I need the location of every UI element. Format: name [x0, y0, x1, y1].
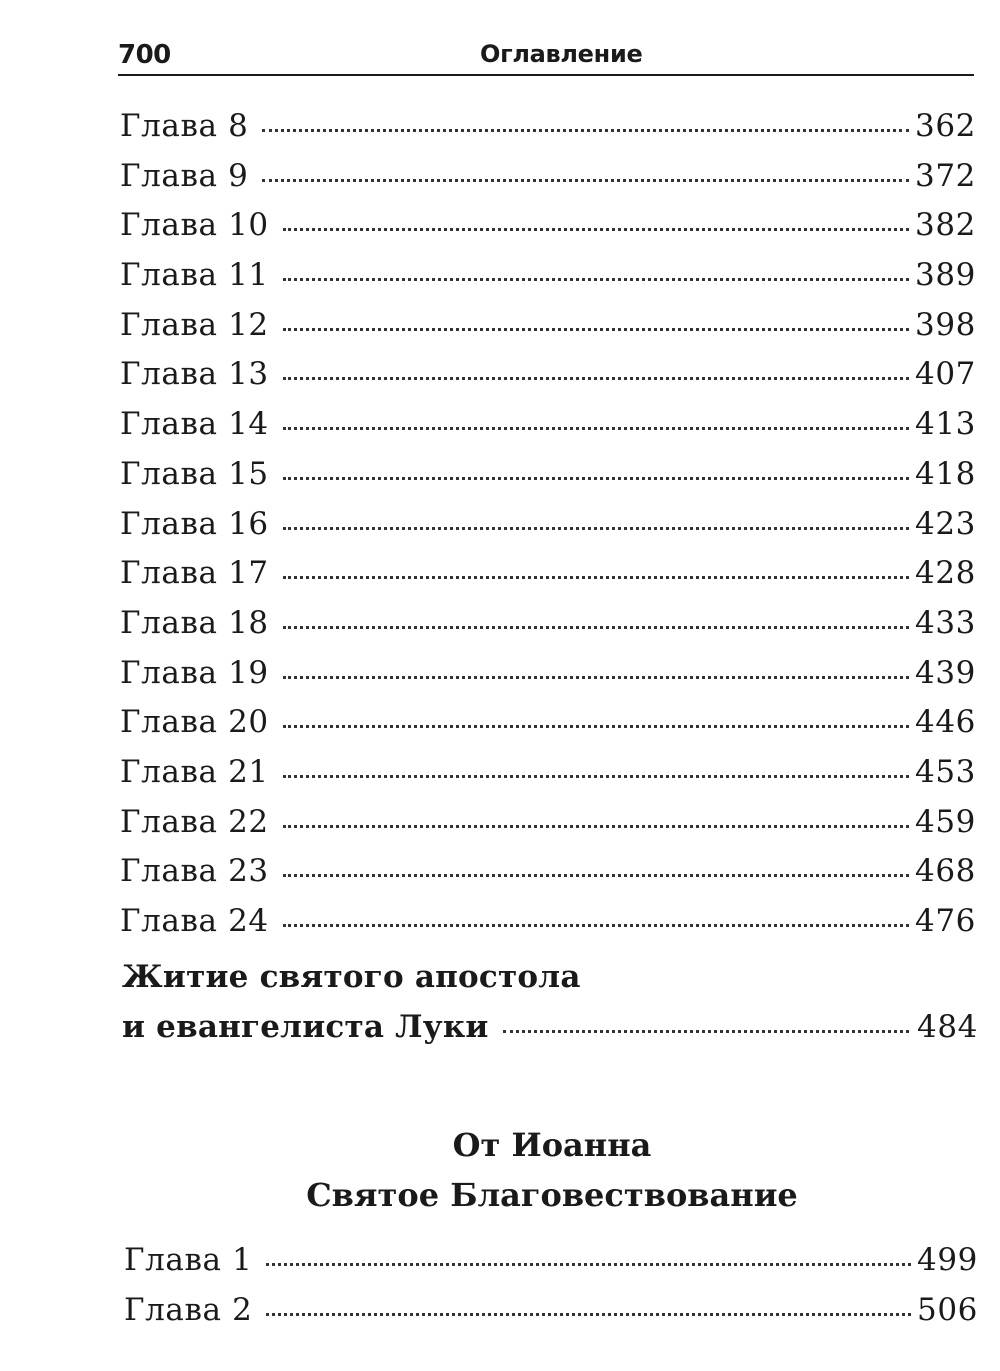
toc-entry-page: 407	[915, 356, 976, 393]
toc-leader-dots	[283, 278, 909, 281]
toc-entry-label: Глава 12	[120, 306, 269, 343]
gospel-heading-line2: Святое Благовествование	[306, 1176, 798, 1214]
toc-entry-label: Глава 1	[124, 1242, 253, 1278]
life-entry-line1: Житие святого апостола	[122, 959, 581, 995]
toc-entry	[120, 108, 976, 158]
toc-entry-label: Глава 16	[120, 505, 269, 542]
toc-leader-dots	[283, 725, 909, 728]
toc-leader-dots	[283, 874, 909, 877]
toc-entry-page: 428	[915, 555, 976, 592]
toc-entry	[120, 853, 976, 903]
toc-leader-dots	[283, 576, 909, 579]
toc-entry-page: 389	[915, 257, 976, 294]
section-title: Оглавление	[480, 40, 643, 68]
toc-leader-dots	[262, 179, 909, 182]
toc-entry-page: 418	[915, 455, 976, 492]
toc-entry-label: Глава 18	[120, 604, 269, 641]
toc-entry	[120, 605, 976, 655]
toc-leader-dots	[283, 775, 909, 778]
life-entry-row	[122, 1002, 978, 1052]
toc-entry-page: 382	[915, 207, 976, 244]
toc-entry-page: 423	[915, 505, 976, 542]
page-number: 700	[118, 40, 171, 70]
toc-entry	[120, 704, 976, 754]
toc-entry-page: 468	[915, 853, 976, 890]
toc-entry	[120, 555, 976, 605]
running-head	[118, 38, 974, 76]
toc-entry-page: 499	[917, 1242, 978, 1278]
toc-entry-page: 372	[915, 157, 976, 194]
toc-leader-dots	[262, 129, 909, 132]
gospel-heading-line1: От Иоанна	[452, 1126, 652, 1164]
toc-list-lower	[124, 1242, 978, 1341]
toc-list-upper	[120, 108, 976, 953]
toc-entry	[124, 1292, 978, 1342]
toc-entry-page: 413	[915, 406, 976, 443]
toc-entry	[120, 257, 976, 307]
toc-entry	[120, 754, 976, 804]
toc-entry-label: Глава 9	[120, 157, 249, 194]
toc-leader-dots	[283, 626, 909, 629]
toc-entry-label: Глава 23	[120, 853, 269, 890]
toc-leader-dots	[283, 377, 909, 380]
toc-entry	[120, 506, 976, 556]
toc-entry-page: 446	[915, 704, 976, 741]
toc-entry-page: 439	[915, 654, 976, 691]
toc-leader-dots	[283, 825, 909, 828]
toc-entry	[120, 903, 976, 953]
toc-entry	[120, 456, 976, 506]
toc-entry	[120, 207, 976, 257]
toc-entry-label: Глава 8	[120, 108, 249, 144]
toc-leader-dots	[283, 477, 909, 480]
toc-entry-page: 398	[915, 306, 976, 343]
toc-entry-label: Глава 11	[120, 257, 269, 294]
toc-leader-dots	[283, 924, 909, 927]
toc-entry-page: 362	[915, 108, 976, 144]
toc-leader-dots	[283, 328, 909, 331]
toc-leader-dots	[283, 527, 909, 530]
toc-entry-label: Глава 15	[120, 455, 269, 492]
toc-entry-label: Глава 14	[120, 406, 269, 443]
toc-entry	[120, 655, 976, 705]
toc-leader-dots	[283, 228, 909, 231]
toc-entry	[120, 804, 976, 854]
life-entry-line2: и евангелиста Луки	[122, 1009, 489, 1045]
toc-leader-dots	[266, 1263, 911, 1266]
toc-entry	[120, 307, 976, 357]
toc-entry-label: Глава 22	[120, 803, 269, 840]
toc-entry	[120, 158, 976, 208]
toc-entry-label: Глава 17	[120, 555, 269, 592]
toc-entry-label: Глава 20	[120, 704, 269, 741]
toc-entry-label: Глава 2	[124, 1291, 253, 1328]
life-entry	[122, 952, 978, 1052]
toc-entry-page: 506	[917, 1291, 978, 1328]
toc-entry	[120, 406, 976, 456]
toc-entry-label: Глава 19	[120, 654, 269, 691]
toc-leader-dots	[283, 676, 909, 679]
toc-leader-dots	[266, 1313, 911, 1316]
toc-leader-dots	[283, 427, 909, 430]
toc-entry-page: 459	[915, 803, 976, 840]
toc-entry-page: 453	[915, 753, 976, 790]
toc-entry-label: Глава 10	[120, 207, 269, 244]
toc-entry-page: 476	[915, 903, 976, 939]
toc-entry-label: Глава 13	[120, 356, 269, 393]
toc-leader-dots	[503, 1030, 909, 1033]
toc-entry-page: 433	[915, 604, 976, 641]
toc-entry	[124, 1242, 978, 1292]
toc-entry-label: Глава 21	[120, 753, 269, 790]
life-entry-page: 484	[917, 1009, 978, 1045]
toc-entry	[120, 356, 976, 406]
toc-entry-label: Глава 24	[120, 903, 269, 939]
